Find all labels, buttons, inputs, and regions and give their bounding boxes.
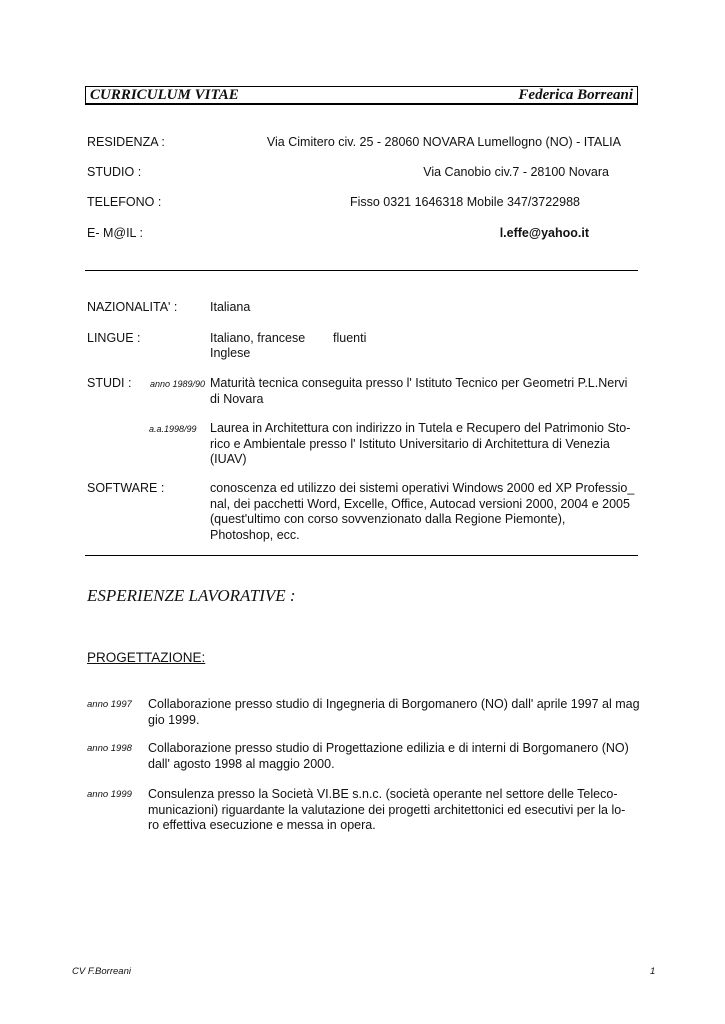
section-divider — [85, 270, 638, 271]
lingue-label: LINGUE : — [87, 331, 141, 345]
studi-label: STUDI : — [87, 376, 132, 390]
email-value: l.effe@yahoo.it — [499, 226, 589, 240]
software-line: Photoshop, ecc. — [210, 527, 300, 542]
software-text — [210, 481, 634, 543]
lingue-value-2: Inglese — [210, 346, 251, 360]
telefono-value: Fisso 0321 1646318 Mobile 347/3722988 — [349, 195, 580, 209]
experience-line: municazioni) riguardante la valutazione dei progetti architettonici ed esecutivi per la lo- — [148, 802, 626, 817]
telefono-label: TELEFONO : — [87, 195, 162, 209]
lingue-value-1: Italiano, francese — [210, 331, 306, 345]
section-divider — [85, 555, 638, 556]
experience-year: anno 1997 — [87, 699, 132, 710]
software-line: nal, dei pacchetti Word, Excelle, Office, Autocad versioni 2000, 2004 e 2005 — [210, 496, 630, 511]
author-name: Federica Borreani — [518, 87, 633, 103]
nazionalita-value: Italiana — [210, 300, 251, 314]
studi-2-year: a.a.1998/99 — [149, 424, 197, 434]
document-title: CURRICULUM VITAE — [90, 87, 239, 103]
studi-1-text — [210, 376, 627, 407]
studi-2-line: rico e Ambientale presso l' Istituto Universitario di Architettura di Venezia — [210, 436, 610, 451]
experience-line: gio 1999. — [148, 712, 200, 727]
studi-1-line: di Novara — [210, 391, 264, 406]
experience-item — [148, 697, 640, 728]
experience-line: dall' agosto 1998 al maggio 2000. — [148, 756, 335, 771]
experience-line: Consulenza presso la Società VI.BE s.n.c. (società operante nel settore delle Teleco- — [148, 787, 618, 801]
header-box — [85, 86, 638, 105]
page-number: 1 — [650, 966, 656, 977]
studio-label: STUDIO : — [87, 165, 142, 179]
studi-1-line: Maturità tecnica conseguita presso l' Istituto Tecnico per Geometri P.L.Nervi — [210, 376, 628, 390]
nazionalita-label: NAZIONALITA' : — [87, 300, 178, 314]
studi-2-line: (IUAV) — [210, 452, 247, 466]
experience-line: Collaborazione presso studio di Progettazione edilizia e di interni di Borgomanero (NO) — [148, 741, 629, 755]
experience-item — [148, 787, 625, 834]
studi-1-year: anno 1989/90 — [150, 379, 206, 389]
studi-2-text — [210, 421, 630, 468]
studi-2-line: Laurea in Architettura con indirizzo in Tutela e Recupero del Patrimonio Sto- — [210, 421, 631, 435]
experience-section-title: ESPERIENZE LAVORATIVE : — [87, 586, 296, 605]
software-line: conoscenza ed utilizzo dei sistemi operativi Windows 2000 ed XP Professio_ — [210, 481, 635, 495]
progettazione-subtitle: PROGETTAZIONE: — [87, 650, 206, 665]
software-line: (quest'ultimo con corso sovvenzionato dalla Regione Piemonte), — [210, 512, 566, 526]
experience-year: anno 1999 — [87, 789, 132, 800]
residenza-label: RESIDENZA : — [87, 135, 165, 149]
studio-value: Via Canobio civ.7 - 28100 Novara — [423, 165, 609, 179]
experience-line: ro effettiva esecuzione e messa in opera. — [148, 818, 376, 832]
residenza-value: Via Cimitero civ. 25 - 28060 NOVARA Lumellogno (NO) - ITALIA — [266, 135, 621, 149]
footer-author: CV F.Borreani — [72, 966, 131, 977]
lingue-level: fluenti — [333, 331, 367, 345]
experience-line: Collaborazione presso studio di Ingegneria di Borgomanero (NO) dall' aprile 1997 al mag — [148, 697, 640, 711]
experience-year: anno 1998 — [87, 743, 132, 754]
experience-item — [148, 741, 629, 772]
email-label: E- M@IL : — [87, 226, 143, 240]
software-label: SOFTWARE : — [87, 481, 165, 495]
